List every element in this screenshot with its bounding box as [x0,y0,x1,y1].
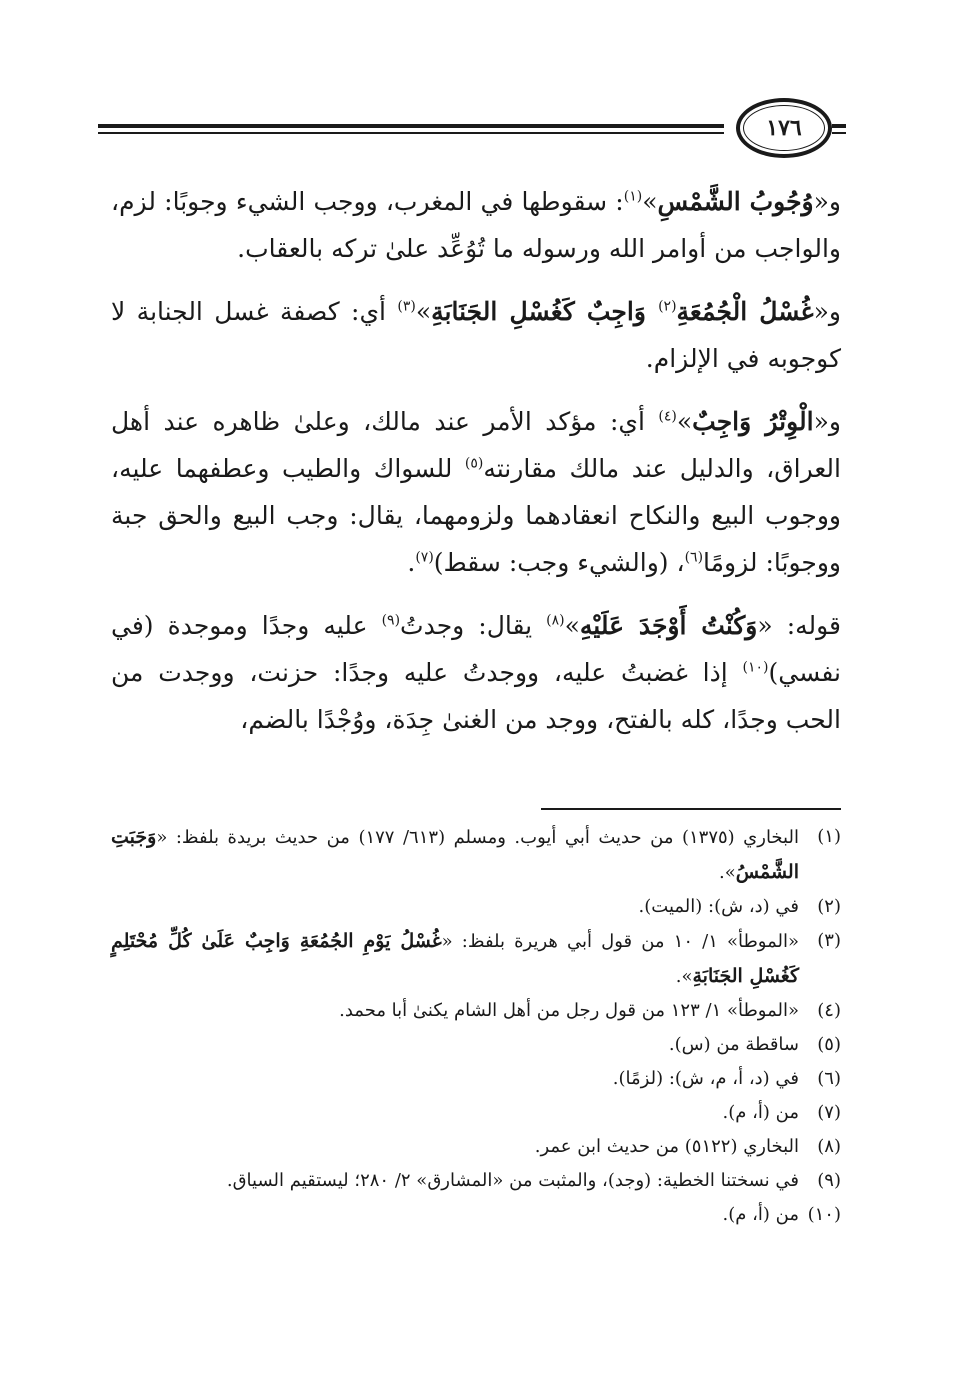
footnote-1 [111,820,841,890]
header-rule-end-thin [832,132,846,134]
footnote-text [111,820,799,890]
header-rule-thin [98,132,724,134]
quoted-term: غُسْلُ يَوْمِ الجُمُعَةِ وَاجِبٌ عَلَىٰ كُلِّ مُحْتَلِمٍ كَغُسْلِ الجَنَابَةِ [111,930,799,987]
footnotes [111,820,841,1232]
footnote-6 [111,1062,841,1096]
text-run: » [564,611,580,640]
text-run: و« [813,407,841,436]
text-run: و« [813,187,841,216]
quoted-term: وَجَبَتِ الشَّمْسُ [111,826,799,883]
footnote-8 [111,1130,841,1164]
footnote-number: (٤) [817,1000,841,1021]
footnote-text: من (أ، م). [722,1204,799,1225]
paragraph-1 [111,178,841,272]
footnote-3 [111,924,841,994]
text-run: «الموطأ» ١/ ١٠ من قول أبي هريرة بلفظ: « [441,931,799,952]
text-run: » [676,407,693,436]
footnote-number: (٩) [817,1170,841,1191]
footnote-number: (٦) [817,1068,841,1089]
footnote-10 [111,1198,841,1232]
footnote-ref: (٣) [397,298,416,315]
text-run: ». [719,862,736,883]
page-number: ١٧٦ [766,115,802,141]
main-text [111,178,841,759]
text-run: قوله: « [757,611,842,640]
footnote-5 [111,1028,841,1062]
text-run: البخاري (١٣٧٥) من حديث أبي أيوب. ومسلم (٦١٣/ ١٧٧) من حديث بريدة بلفظ: « [156,827,799,848]
page-number-badge [736,98,832,158]
footnote-text: من (أ، م). [722,1102,799,1123]
footnote-ref: (٩) [381,612,401,629]
footnote-ref: (٥) [464,455,484,472]
text-run: » [415,297,432,326]
paragraph-2 [111,288,841,382]
footnote-number: (٧) [817,1102,841,1123]
footnote-ref: (٤) [658,408,677,425]
quoted-term: الْوِتْرُ وَاجِبٌ [692,407,814,436]
footnote-text: «الموطأ» ١/ ١٢٣ من قول رجل من أهل الشام يكنىٰ أبا محمد. [339,1000,799,1021]
footnote-text: البخاري (٥١٢٢) من حديث ابن عمر. [534,1136,799,1157]
quoted-term: غُسْلُ الْجُمُعَةِ [676,297,814,326]
header-rule-end [832,124,846,128]
text-run: » [642,187,658,216]
footnote-ref: (٦) [684,549,704,566]
quoted-term: وُجُوبُ الشَّمْسِ [657,187,814,216]
footnote-text: ساقطة من (س). [668,1034,799,1055]
quoted-term: وَكُنْتُ أَوْجَدَ عَلَيْهِ [579,611,758,640]
footnote-ref: (٧) [415,549,434,566]
footnote-text: في (د، ش): (الميت). [638,896,799,917]
footnote-9 [111,1164,841,1198]
footnote-number: (٥) [817,1034,841,1055]
text-run: للسواك والطيب وعطفهما عليه، ووجوب البيع والنكاح انعقادهما ولزومهما، يقال: وجب البيع والحق جبة ووجوبًا: لزومًا [111,454,841,577]
footnote-number: (٢) [817,896,841,917]
text-run: . [407,548,416,577]
text-run: عليه وجدًا وموجدة (في نفسي) [111,611,841,687]
paragraph-4 [111,602,841,743]
footnote-number: (٣) [817,930,841,951]
text-run: : سقوطها في المغرب، ووجب الشيء وجوبًا: لزم، والواجب من أوامر الله ورسوله ما تُوُعِّد علىٰ تركه بالعقاب. [111,187,841,263]
footnote-number: (١٠) [807,1204,841,1225]
text-run: و« [813,297,841,326]
footnote-text: في (د، أ، م، ش): (لزمًا). [612,1068,799,1089]
footnote-ref: (٨) [546,612,565,629]
footnote-separator [541,808,841,810]
text-run: أي: كصفة غسل الجنابة لا كوجوبه في الإلزام. [111,297,841,373]
footnote-ref: (٢) [658,298,677,315]
footnote-text [111,924,799,994]
footnote-7 [111,1096,841,1130]
footnote-4 [111,994,841,1028]
text-run: يقال: وجدتُ [400,611,547,640]
text-run: ». [675,966,693,987]
paragraph-3 [111,398,841,586]
footnote-ref: (١٠) [742,659,769,676]
header-rule [98,124,724,128]
footnote-number: (١) [817,826,841,847]
footnote-ref: (١) [623,188,643,205]
text-run: ، (والشيء وجب: سقط) [433,548,685,577]
text-run: أي: مؤكد الأمر عند مالك، وعلىٰ ظاهره عند أهل العراق، والدليل عند مالك مقارنته [111,407,841,483]
footnote-number: (٨) [817,1136,841,1157]
text-run: إذا غضبتُ عليه، ووجدتُ عليه وجدًا: حزنت، ووجدت من الحب وجدًا، كله بالفتح، ووجد من الغنىٰ جِدَة، ووُجْدًا بالضم، [111,658,841,734]
footnote-text: في نسختنا الخطية: (وجد)، والمثبت من «المشارق» ٢/ ٢٨٠؛ ليستقيم السياق. [226,1170,799,1191]
footnote-2 [111,890,841,924]
quoted-term: وَاجِبٌ كَغُسْلِ الجَنَابَةِ [431,297,659,326]
page-header [98,98,846,162]
